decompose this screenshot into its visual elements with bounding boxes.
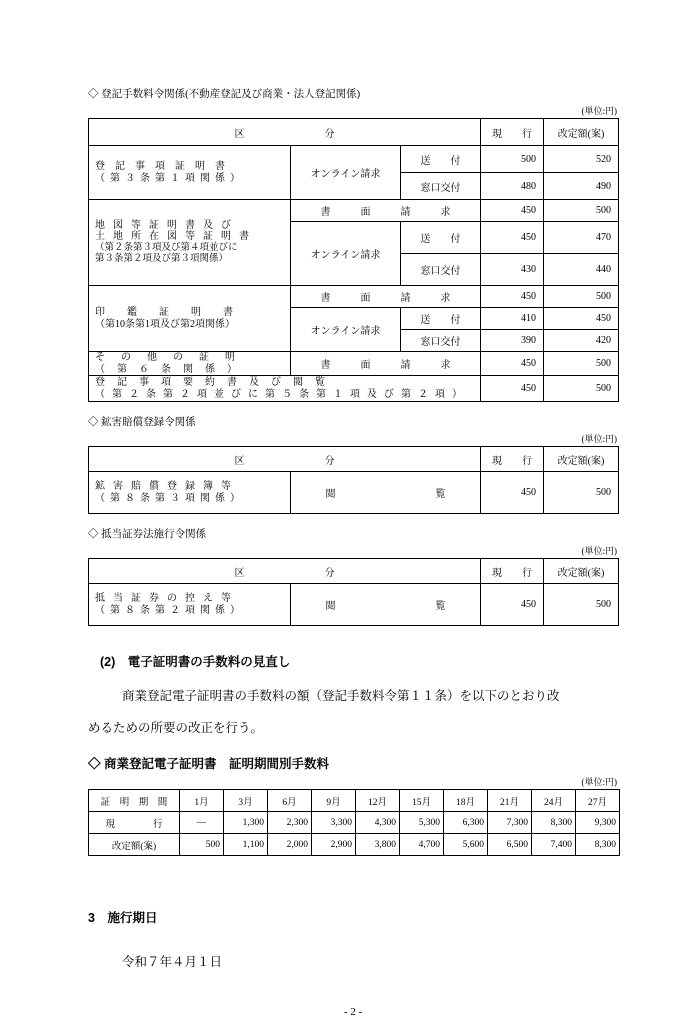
item-name-line: （第８条第２項関係）	[95, 604, 245, 616]
mortgage-fee-table	[88, 558, 619, 626]
item-name-line: 登記事項証明書	[95, 161, 235, 172]
table-header-row	[89, 447, 619, 472]
delivery-type-cell: 窓口交付	[401, 173, 481, 200]
table-header-row	[89, 790, 620, 812]
unit-label: (単位:円)	[581, 106, 617, 116]
certificate-section-heading: (2) 電子証明書の手数料の見直し	[100, 655, 291, 669]
month-header-cell: 21月	[488, 790, 532, 812]
effective-date-heading: 3 施行期日	[88, 911, 158, 925]
fee-cell: 8,300	[576, 834, 620, 856]
fee-cell: 4,300	[356, 812, 400, 834]
month-header-cell: 18月	[444, 790, 488, 812]
fee-revised-cell: 440	[544, 254, 619, 286]
fee-cell: 4,700	[400, 834, 444, 856]
fee-revised-cell: 500	[544, 352, 619, 376]
table-row	[89, 584, 619, 626]
page-content	[88, 86, 618, 1018]
fee-current-cell: 390	[481, 330, 544, 352]
revised-header-cell: 改定額(案)	[544, 447, 619, 472]
category-header-cell: 区 分	[89, 447, 481, 472]
current-fee-row	[89, 812, 620, 834]
month-header-cell: 6月	[268, 790, 312, 812]
fee-current-cell: 450	[481, 222, 544, 254]
delivery-type-cell: 窓口交付	[401, 254, 481, 286]
body-text-line: 商業登記電子証明書の手数料の額（登記手数料令第１１条）を以下のとおり改	[122, 689, 560, 703]
effective-date-text: 令和７年４月１日	[122, 955, 223, 969]
fee-cell: 5,300	[400, 812, 444, 834]
request-method-cell: 閲 覧	[291, 584, 481, 626]
month-header-cell: 1月	[180, 790, 224, 812]
fee-cell: 1,100	[224, 834, 268, 856]
month-header-cell: 24月	[532, 790, 576, 812]
fee-revised-cell: 500	[544, 286, 619, 308]
fee-cell: 1,300	[224, 812, 268, 834]
fee-cell: 5,600	[444, 834, 488, 856]
fee-cell: 6,300	[444, 812, 488, 834]
fee-current-cell: 410	[481, 308, 544, 330]
revised-fee-row	[89, 834, 620, 856]
request-method-cell: 書 面 請 求	[291, 352, 481, 376]
fee-current-cell: 450	[481, 352, 544, 376]
fee-current-cell: 430	[481, 254, 544, 286]
item-name-line: 抵当証券の控え等	[95, 593, 239, 604]
fee-cell: 3,800	[356, 834, 400, 856]
unit-label: (単位:円)	[581, 777, 617, 787]
item-name-line: 登記事項要約書及び閲覧	[95, 377, 337, 388]
table-row	[89, 472, 619, 514]
fee-cell: 6,500	[488, 834, 532, 856]
delivery-type-cell: 送 付	[401, 222, 481, 254]
fee-current-cell: 450	[481, 200, 544, 222]
fee-revised-cell: 520	[544, 146, 619, 173]
fee-cell: ―	[180, 812, 224, 834]
request-method-cell: 書 面 請 求	[291, 200, 481, 222]
fee-revised-cell: 470	[544, 222, 619, 254]
table-row	[89, 146, 619, 173]
fee-cell: 500	[180, 834, 224, 856]
fee-current-cell: 450	[481, 584, 544, 626]
category-header-cell: 区 分	[89, 559, 481, 584]
delivery-type-cell: 窓口交付	[401, 330, 481, 352]
revised-header-cell: 改定額(案)	[544, 559, 619, 584]
fee-revised-cell: 490	[544, 173, 619, 200]
fee-current-cell: 450	[481, 376, 544, 402]
month-header-cell: 15月	[400, 790, 444, 812]
request-method-cell: オンライン請求	[291, 222, 401, 286]
current-header-cell: 現 行	[481, 559, 544, 584]
revised-header-cell: 改定額(案)	[544, 119, 619, 146]
body-text-line: めるための所要の改正を行う。	[88, 721, 264, 735]
item-name-line: 土地所在図等証明書	[95, 231, 257, 242]
fee-cell: 7,300	[488, 812, 532, 834]
current-header-cell: 現 行	[481, 119, 544, 146]
fee-cell: 2,300	[268, 812, 312, 834]
month-header-cell: 12月	[356, 790, 400, 812]
table-header-row	[89, 119, 619, 146]
mining-section-heading: ◇ 鉱害賠償登録令関係	[88, 417, 196, 428]
item-name-line: （第６条関係）	[95, 363, 249, 375]
fee-revised-cell: 500	[544, 200, 619, 222]
current-header-cell: 現 行	[481, 447, 544, 472]
fee-revised-cell: 420	[544, 330, 619, 352]
request-method-cell: 閲 覧	[291, 472, 481, 514]
fee-cell: 7,400	[532, 834, 576, 856]
item-name-line: 印鑑証明書	[95, 307, 255, 318]
row-label-cell: 改定額(案)	[89, 834, 180, 856]
fee-revised-cell: 500	[544, 584, 619, 626]
fee-cell: 3,300	[312, 812, 356, 834]
table-row	[89, 286, 619, 308]
item-name-cell	[89, 352, 291, 376]
page-number: - 2 -	[343, 1006, 363, 1018]
unit-label: (単位:円)	[581, 434, 617, 444]
fee-current-cell: 480	[481, 173, 544, 200]
item-name-line: その他の証明	[95, 352, 251, 363]
table-row	[89, 376, 619, 402]
table-row	[89, 352, 619, 376]
table-row	[89, 200, 619, 222]
fee-cell: 9,300	[576, 812, 620, 834]
item-name-line: （第８条第３項関係）	[95, 492, 245, 504]
item-name-cell	[89, 472, 291, 514]
item-name-cell	[89, 376, 481, 402]
item-name-cell	[89, 146, 291, 200]
registration-fee-table	[88, 118, 619, 402]
mining-fee-table	[88, 446, 619, 514]
month-header-cell: 27月	[576, 790, 620, 812]
item-name-line: （第２条第２項並びに第５条第１項及び第２項）	[95, 388, 469, 400]
request-method-cell: オンライン請求	[291, 146, 401, 200]
month-header-cell: 9月	[312, 790, 356, 812]
request-method-cell: オンライン請求	[291, 308, 401, 352]
item-name-line: 第３条第２項及び第３項関係）	[95, 254, 229, 264]
fee-cell: 2,000	[268, 834, 312, 856]
fee-cell: 8,300	[532, 812, 576, 834]
month-header-cell: 3月	[224, 790, 268, 812]
delivery-type-cell: 送 付	[401, 308, 481, 330]
fee-current-cell: 500	[481, 146, 544, 173]
fee-revised-cell: 450	[544, 308, 619, 330]
item-name-line: （第２条第３項及び第４項並びに	[95, 242, 238, 253]
item-name-cell	[89, 584, 291, 626]
row-label-cell: 現 行	[89, 812, 180, 834]
item-name-cell	[89, 200, 291, 286]
item-name-line: （第３条第１項関係）	[95, 172, 245, 184]
fee-current-cell: 450	[481, 472, 544, 514]
fee-revised-cell: 500	[544, 472, 619, 514]
item-name-line: （第10条第1項及び第2項関係）	[95, 318, 235, 330]
registration-section-heading: ◇ 登記手数料令関係(不動産登記及び商業・法人登記関係)	[88, 89, 361, 100]
item-name-cell	[89, 286, 291, 352]
fee-revised-cell: 500	[544, 376, 619, 402]
request-method-cell: 書 面 請 求	[291, 286, 481, 308]
period-header-cell: 証 明 期 間	[89, 790, 180, 812]
category-header-cell: 区 分	[89, 119, 481, 146]
certificate-period-fee-table	[88, 789, 620, 856]
fee-current-cell: 450	[481, 286, 544, 308]
mortgage-section-heading: ◇ 抵当証券法施行令関係	[88, 529, 207, 540]
unit-label: (単位:円)	[581, 546, 617, 556]
item-name-line: 地図等証明書及び	[95, 219, 239, 231]
certificate-table-heading: ◇ 商業登記電子証明書 証明期間別手数料	[88, 757, 329, 771]
fee-cell: 2,900	[312, 834, 356, 856]
item-name-line: 鉱害賠償登録簿等	[95, 481, 239, 492]
delivery-type-cell: 送 付	[401, 146, 481, 173]
table-header-row	[89, 559, 619, 584]
